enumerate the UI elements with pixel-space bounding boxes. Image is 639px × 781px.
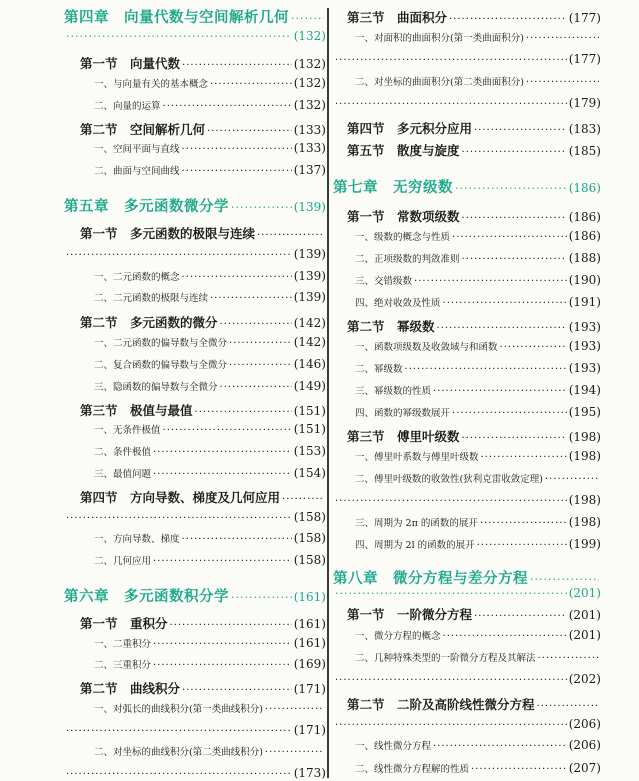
toc-entry-title: 一、对弧长的曲线积分(第一类曲线积分) (94, 704, 263, 715)
toc-subsection (333, 738, 601, 752)
toc-continuation (64, 247, 326, 261)
toc-entry-title: 第二节 空间解析几何 (80, 122, 206, 137)
toc-section (333, 8, 601, 26)
toc-leader-dots (471, 764, 567, 775)
toc-leader-dots (530, 573, 599, 586)
toc-entry-title: 第五节 散度与旋度 (347, 143, 460, 158)
toc-page-number: (139) (293, 269, 326, 283)
toc-page-number: (191) (568, 295, 601, 309)
toc-subsection (333, 361, 601, 375)
toc-page-number: (177) (568, 11, 601, 25)
toc-page-number: (171) (293, 682, 326, 696)
toc-entry-title: 一、二重积分 (94, 639, 152, 650)
toc-entry-title: 三、最值问题 (94, 469, 152, 480)
toc-entry-title: 三、交错级数 (355, 276, 413, 287)
toc-entry-title: 一、级数的概念与性质 (355, 232, 451, 243)
toc-leader-dots (265, 704, 324, 715)
toc-leader-dots (335, 587, 567, 600)
toc-subsection (333, 30, 601, 44)
toc-leader-dots (462, 433, 567, 444)
toc-page-number: (139) (293, 200, 326, 214)
toc-entry-title: 第三节 傅里叶级数 (347, 429, 460, 444)
toc-section (333, 207, 601, 225)
toc-entry-title: 一、函数项级数及收敛域与和函数 (355, 342, 498, 353)
toc-subsection (333, 515, 601, 529)
toc-page-number: (198) (568, 430, 601, 444)
toc-chapter (333, 176, 601, 197)
toc-subsection (64, 466, 326, 480)
toc-page-number: (198) (568, 449, 601, 463)
toc-section (64, 488, 326, 506)
toc-page-number: (151) (293, 422, 326, 436)
toc-page-number: (198) (568, 515, 601, 529)
toc-leader-dots (170, 620, 292, 631)
toc-section (64, 224, 326, 242)
toc-subsection (64, 531, 326, 545)
toc-section (64, 313, 326, 331)
toc-page-number: (139) (293, 290, 326, 304)
toc-page-number: (195) (568, 405, 601, 419)
toc-page-number: (169) (293, 657, 326, 671)
toc-subsection (333, 449, 601, 463)
toc-continuation (333, 52, 601, 66)
toc-page-number: (207) (568, 761, 601, 775)
toc-leader-dots (433, 741, 567, 752)
toc-subsection (64, 553, 326, 567)
toc-subsection (333, 273, 601, 287)
toc-page-number: (158) (293, 531, 326, 545)
toc-leader-dots (474, 125, 567, 136)
toc-subsection (333, 761, 601, 775)
toc-entry-title: 二、对坐标的曲线积分(第二类曲线积分) (94, 747, 263, 758)
toc-leader-dots (538, 653, 599, 664)
toc-leader-dots (462, 254, 567, 265)
toc-page-number: (206) (568, 717, 601, 731)
toc-entry-title: 二、二元函数的极限与连续 (94, 293, 209, 304)
toc-entry-title: 第二节 曲线积分 (80, 681, 181, 696)
toc-page-number: (201) (568, 628, 601, 642)
toc-continuation (64, 510, 326, 524)
toc-entry-title: 二、线性微分方程解的性质 (355, 764, 470, 775)
toc-leader-dots (257, 230, 324, 241)
toc-page-number: (183) (568, 122, 601, 136)
toc-subsection (333, 405, 601, 419)
toc-entry-title: 一、与向量有关的基本概念 (94, 79, 209, 90)
toc-entry-title: 一、傅里叶系数与傅里叶级数 (355, 452, 479, 463)
toc-page-number: (190) (568, 273, 601, 287)
toc-page-number: (142) (293, 316, 326, 330)
toc-subsection (333, 383, 601, 397)
toc-continuation (333, 717, 601, 731)
toc-entry-title: 一、方向导数、梯度 (94, 534, 180, 545)
toc-leader-dots (265, 747, 324, 758)
toc-chapter (64, 6, 326, 27)
toc-section (333, 119, 601, 137)
toc-page-number: (177) (568, 52, 601, 66)
toc-page-number: (186) (568, 210, 601, 224)
toc-page-number: (188) (568, 251, 601, 265)
toc-page-number: (193) (568, 361, 601, 375)
toc-leader-dots (526, 77, 599, 88)
toc-leader-dots (153, 639, 292, 650)
toc-continuation (333, 586, 601, 600)
toc-leader-dots (474, 611, 567, 622)
toc-continuation (64, 29, 326, 43)
toc-leader-dots (526, 33, 599, 44)
toc-page-number: (185) (568, 144, 601, 158)
toc-section (64, 614, 326, 632)
toc-section (64, 401, 326, 419)
toc-entry-title: 第一节 常数项级数 (347, 209, 460, 224)
toc-subsection (64, 657, 326, 671)
toc-subsection (333, 74, 601, 88)
toc-entry-title: 二、傅里叶级数的收敛性(狄利克雷收敛定理) (355, 474, 543, 485)
toc-leader-dots (66, 726, 292, 737)
toc-leader-dots (414, 276, 567, 287)
toc-entry-title: 第二节 二阶及高阶线性微分方程 (347, 697, 535, 712)
toc-leader-dots (443, 298, 567, 309)
toc-continuation (64, 766, 326, 780)
toc-leader-dots (182, 60, 292, 71)
toc-entry-title: 第四节 多元积分应用 (347, 121, 473, 136)
toc-chapter (64, 195, 326, 216)
toc-entry-title: 一、微分方程的概念 (355, 631, 441, 642)
toc-page-number: (132) (293, 57, 326, 71)
toc-page-number: (132) (293, 98, 326, 112)
toc-continuation (333, 672, 601, 686)
toc-page-number: (132) (293, 29, 326, 43)
toc-page-number: (186) (568, 181, 601, 195)
toc-entry-title: 一、线性微分方程 (355, 741, 432, 752)
toc-entry-title: 二、复合函数的偏导数与全微分 (94, 360, 228, 371)
toc-page-number: (171) (293, 723, 326, 737)
toc-leader-dots (481, 452, 567, 463)
toc-entry-title: 三、隐函数的偏导数与全微分 (94, 382, 218, 393)
toc-chapter (333, 567, 601, 588)
toc-entry-title: 第一节 重积分 (80, 616, 168, 631)
toc-leader-dots (182, 534, 292, 545)
toc-entry-title: 四、绝对收敛及性质 (355, 298, 441, 309)
toc-leader-dots (229, 338, 292, 349)
toc-leader-dots (153, 469, 292, 480)
toc-page-number: (151) (293, 404, 326, 418)
toc-page-number: (154) (293, 466, 326, 480)
toc-leader-dots (229, 360, 292, 371)
toc-entry-title: 二、条件极值 (94, 447, 152, 458)
toc-leader-dots (335, 720, 567, 731)
toc-entry-title: 一、空间平面与直线 (94, 144, 180, 155)
toc-subsection (64, 422, 326, 436)
toc-page-number: (161) (293, 617, 326, 631)
toc-section (333, 141, 601, 159)
toc-subsection (333, 537, 601, 551)
toc-entry-title: 第一节 多元函数的极限与连续 (80, 226, 256, 241)
toc-entry-title: 第四节 方向导数、梯度及几何应用 (80, 490, 281, 505)
toc-page-number: (206) (568, 738, 601, 752)
toc-leader-dots (210, 79, 292, 90)
toc-page-number: (193) (568, 339, 601, 353)
toc-subsection (64, 98, 326, 112)
toc-section (333, 695, 601, 713)
toc-leader-dots (66, 250, 292, 261)
toc-subsection (333, 295, 601, 309)
toc-entry-title: 二、对坐标的曲面积分(第二类曲面积分) (355, 77, 524, 88)
toc-subsection (333, 229, 601, 243)
toc-subsection (64, 141, 326, 155)
toc-entry-title: 四、周期为 2l 的函数的展开 (355, 540, 475, 551)
toc-leader-dots (545, 474, 599, 485)
toc-section (64, 120, 326, 138)
toc-entry-title: 第一节 向量代数 (80, 56, 181, 71)
toc-entry-title: 二、曲面与空间曲线 (94, 166, 180, 177)
toc-subsection (333, 471, 601, 485)
toc-page-number: (202) (568, 672, 601, 686)
toc-page-number: (133) (293, 141, 326, 155)
toc-leader-dots (220, 319, 292, 330)
toc-leader-dots (405, 364, 567, 375)
toc-page-number: (146) (293, 357, 326, 371)
toc-leader-dots (153, 556, 292, 567)
toc-subsection (64, 76, 326, 90)
toc-leader-dots (195, 407, 292, 418)
toc-subsection (64, 357, 326, 371)
toc-page-number: (153) (293, 444, 326, 458)
toc-entry-title: 第一节 一阶微分方程 (347, 607, 473, 622)
toc-leader-dots (210, 293, 292, 304)
toc-page-number: (201) (568, 608, 601, 622)
toc-entry-title: 二、三重积分 (94, 660, 152, 671)
toc-leader-dots (537, 701, 599, 712)
toc-continuation (64, 723, 326, 737)
toc-entry-title: 第六章 多元函数积分学 (64, 588, 229, 605)
toc-page-number: (201) (568, 586, 601, 600)
toc-page-number: (149) (293, 379, 326, 393)
toc-subsection (64, 335, 326, 349)
toc-entry-title: 一、对面积的曲面积分(第一类曲面积分) (355, 33, 524, 44)
toc-subsection (333, 628, 601, 642)
toc-entry-title: 二、正项级数的判敛准则 (355, 254, 460, 265)
toc-entry-title: 第三节 极值与最值 (80, 403, 193, 418)
toc-entry-title: 第四章 向量代数与空间解析几何 (64, 9, 289, 26)
toc-page-number: (173) (293, 766, 326, 780)
toc-leader-dots (335, 55, 567, 66)
toc-leader-dots (437, 323, 567, 334)
toc-leader-dots (66, 513, 292, 524)
toc-page-number: (199) (568, 537, 601, 551)
toc-leader-dots (452, 408, 567, 419)
toc-entry-title: 三、幂级数的性质 (355, 386, 432, 397)
toc-subsection (64, 163, 326, 177)
toc-entry-title: 三、周期为 2π 的函数的展开 (355, 518, 478, 529)
toc-leader-dots (153, 660, 292, 671)
toc-entry-title: 一、无条件极值 (94, 425, 161, 436)
column-divider (327, 8, 329, 778)
toc-entry-title: 四、函数的幂级数展开 (355, 408, 451, 419)
toc-entry-title: 第七章 无穷级数 (333, 179, 453, 196)
toc-section (333, 317, 601, 335)
toc-leader-dots (182, 685, 292, 696)
toc-subsection (64, 744, 326, 758)
toc-leader-dots (452, 232, 567, 243)
toc-subsection (64, 290, 326, 304)
toc-leader-dots (282, 494, 324, 505)
toc-leader-dots (433, 386, 567, 397)
toc-page-number: (158) (293, 510, 326, 524)
toc-page-number: (139) (293, 247, 326, 261)
toc-entry-title: 二、幂级数 (355, 364, 403, 375)
toc-page-number: (193) (568, 320, 601, 334)
toc-leader-dots (291, 12, 324, 25)
toc-entry-title: 一、二元函数的偏导数与全微分 (94, 338, 228, 349)
toc-entry-title: 第五章 多元函数微分学 (64, 198, 229, 215)
toc-leader-dots (462, 213, 567, 224)
toc-subsection (64, 379, 326, 393)
toc-subsection (333, 650, 601, 664)
toc-subsection (64, 636, 326, 650)
toc-leader-dots (66, 769, 292, 780)
toc-page-number: (142) (293, 335, 326, 349)
toc-page-number: (186) (568, 229, 601, 243)
toc-page-number: (137) (293, 163, 326, 177)
toc-continuation (333, 96, 601, 110)
toc-entry-title: 第八章 微分方程与差分方程 (333, 570, 528, 587)
toc-leader-dots (477, 540, 567, 551)
toc-leader-dots (231, 591, 292, 604)
toc-entry-title: 第二节 幂级数 (347, 319, 435, 334)
toc-entry-title: 二、几何应用 (94, 556, 152, 567)
toc-page-number: (158) (293, 553, 326, 567)
toc-subsection (64, 701, 326, 715)
toc-subsection (64, 444, 326, 458)
toc-entry-title: 一、二元函数的概念 (94, 272, 180, 283)
toc-section (64, 679, 326, 697)
toc-leader-dots (335, 99, 567, 110)
toc-leader-dots (163, 101, 292, 112)
toc-entry-title: 二、几种特殊类型的一阶微分方程及其解法 (355, 653, 536, 664)
toc-leader-dots (163, 425, 292, 436)
toc-section (333, 605, 601, 623)
toc-section (333, 427, 601, 445)
toc-entry-title: 二、向量的运算 (94, 101, 161, 112)
toc-subsection (333, 251, 601, 265)
toc-entry-title: 第二节 多元函数的微分 (80, 315, 218, 330)
toc-leader-dots (220, 382, 292, 393)
toc-section (64, 54, 326, 72)
toc-leader-dots (153, 447, 292, 458)
toc-continuation (333, 493, 601, 507)
toc-leader-dots (335, 496, 567, 507)
toc-page-number: (161) (293, 636, 326, 650)
toc-leader-dots (207, 126, 292, 137)
toc-leader-dots (182, 144, 292, 155)
toc-leader-dots (500, 342, 567, 353)
toc-leader-dots (443, 631, 567, 642)
toc-leader-dots (231, 201, 292, 214)
toc-page-number: (133) (293, 123, 326, 137)
toc-page-number: (194) (568, 383, 601, 397)
toc-page-number: (132) (293, 76, 326, 90)
toc-subsection (333, 339, 601, 353)
toc-page-number: (161) (293, 590, 326, 604)
toc-subsection (64, 269, 326, 283)
toc-entry-title: 第三节 曲面积分 (347, 10, 448, 25)
toc-leader-dots (449, 14, 567, 25)
toc-leader-dots (66, 30, 292, 43)
toc-page-number: (198) (568, 493, 601, 507)
toc-leader-dots (182, 166, 292, 177)
toc-leader-dots (335, 675, 567, 686)
toc-chapter (64, 585, 326, 606)
toc-leader-dots (182, 272, 292, 283)
toc-leader-dots (462, 147, 567, 158)
toc-leader-dots (480, 518, 567, 529)
toc-page-number: (179) (568, 96, 601, 110)
toc-leader-dots (455, 182, 567, 195)
